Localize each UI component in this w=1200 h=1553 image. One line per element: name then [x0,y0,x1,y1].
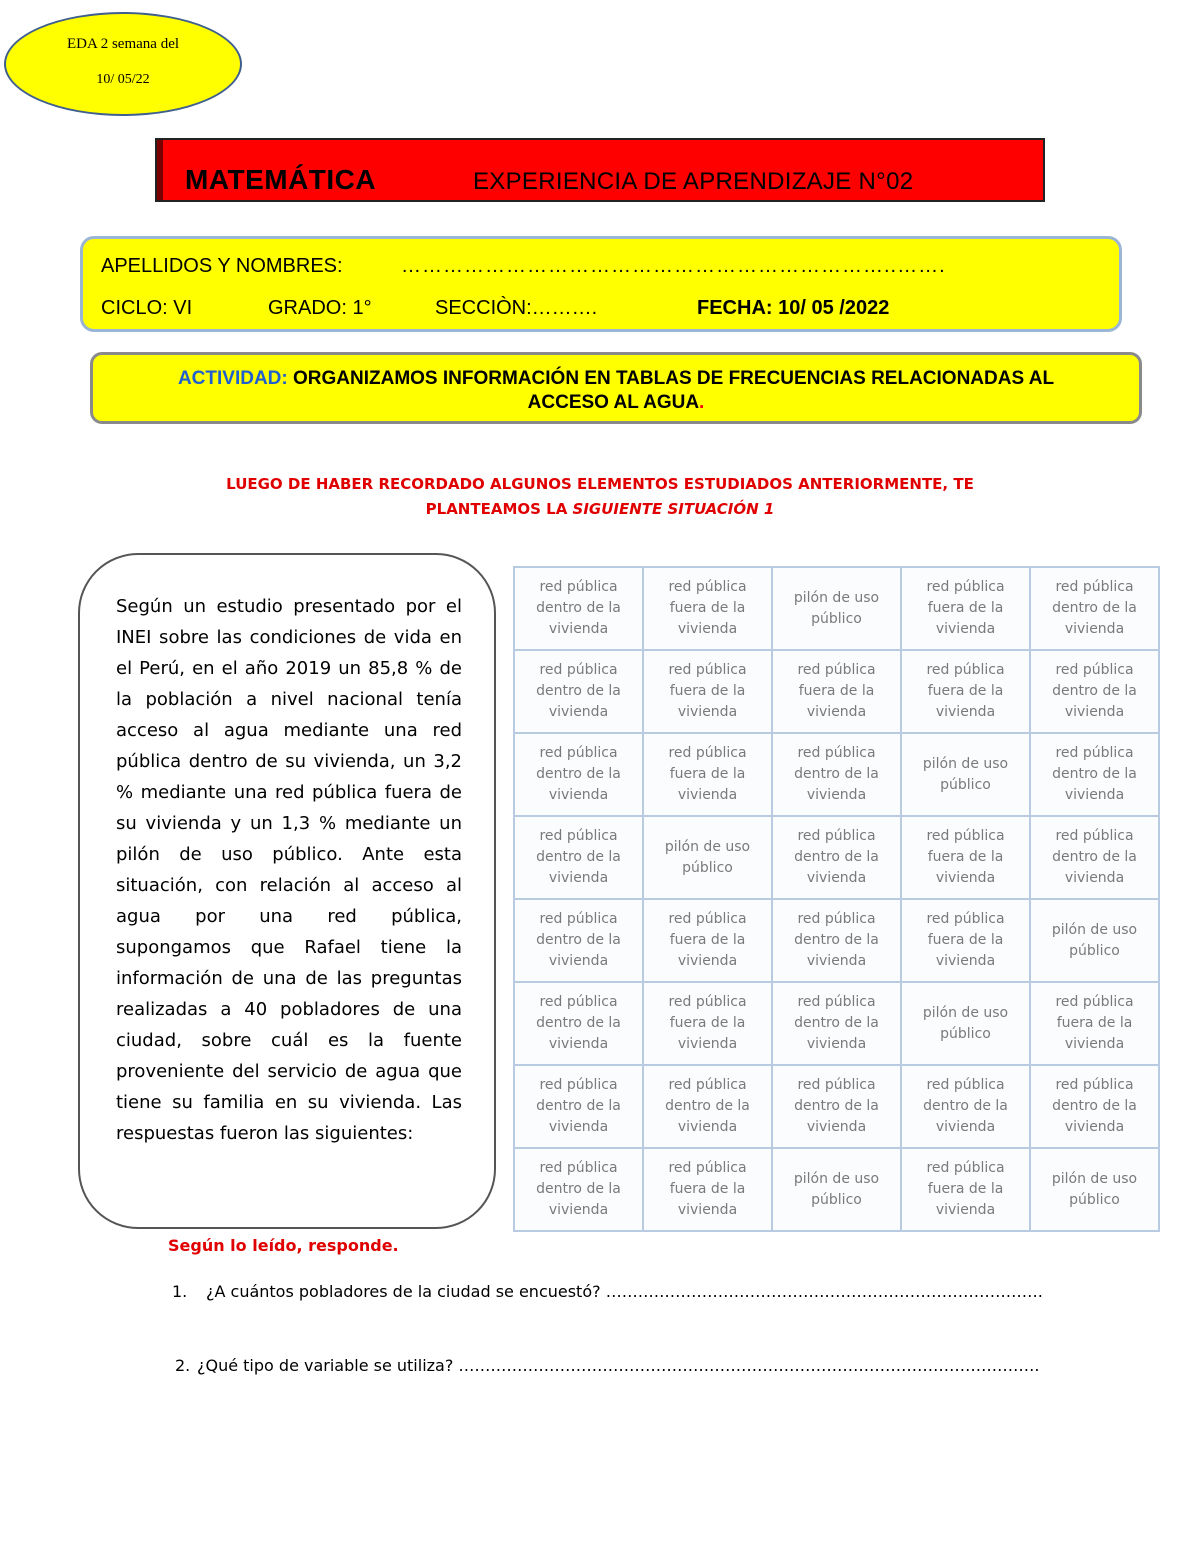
question-1 [172,1282,1043,1301]
table-row [514,650,1159,733]
response-cell: pilón de uso público [901,733,1030,816]
question-1-text: ¿A cuántos pobladores de la ciudad se encuestó? ………………………………………………………………………. [206,1282,1043,1301]
response-cell: red pública fuera de la vivienda [643,899,772,982]
response-cell: red pública dentro de la vivienda [1030,567,1159,650]
response-cell: red pública dentro de la vivienda [901,1065,1030,1148]
response-cell: red pública dentro de la vivienda [772,733,901,816]
response-cell: red pública dentro de la vivienda [772,982,901,1065]
table-row [514,1065,1159,1148]
activity-text-b: ACCESO AL AGUA [527,392,700,413]
response-cell: red pública fuera de la vivienda [1030,982,1159,1065]
response-cell: red pública fuera de la vivienda [643,982,772,1065]
response-cell: red pública dentro de la vivienda [514,733,643,816]
response-cell: red pública dentro de la vivienda [514,1065,643,1148]
response-cell: red pública fuera de la vivienda [643,567,772,650]
subject-title: MATEMÁTICA [185,164,377,195]
intro-line-1: LUEGO DE HABER RECORDADO ALGUNOS ELEMENTOS ESTUDIADOS ANTERIORMENTE, TE [226,475,974,493]
activity-period: . [699,392,705,413]
table-row [514,1148,1159,1231]
respond-instruction: Según lo leído, responde. [168,1236,399,1255]
response-cell: red pública fuera de la vivienda [901,1148,1030,1231]
response-cell: pilón de uso público [1030,1148,1159,1231]
note-line-2: 10/ 05/22 [96,72,150,87]
response-cell: red pública dentro de la vivienda [1030,816,1159,899]
table-row [514,567,1159,650]
response-cell: pilón de uso público [772,567,901,650]
ciclo-field: CICLO: VI [101,297,193,319]
activity-box [90,352,1142,424]
response-cell: red pública fuera de la vivienda [901,816,1030,899]
response-cell: red pública dentro de la vivienda [643,1065,772,1148]
intro-heading [150,472,1050,522]
title-bar [155,138,1045,202]
response-cell: red pública dentro de la vivienda [772,816,901,899]
response-cell: pilón de uso público [901,982,1030,1065]
question-1-number: 1. [172,1282,188,1301]
question-2-number: 2. [175,1356,191,1375]
response-cell: red pública dentro de la vivienda [1030,650,1159,733]
grado-field: GRADO: 1° [268,297,372,319]
story-text: Según un estudio presentado por el INEI sobre las condiciones de vida en el Perú, en el año 2019 un 85,8 % de la población a nivel nacional tenía acceso al agua mediante una red pública dentro de su vivienda, un 3,2 % mediante una red pública fuera de su vivienda y un 1,3 % mediante un pilón de uso público. Ante esta situación, con relación al acceso al agua por una red pública, supongamos que Rafael tiene la información de una de las preguntas realizadas a 40 pobladores de una ciudad, sobre cuál es la fuente proveniente del servicio de agua que tiene su familia en su vivienda. Las respuestas fueron las siguientes: [116,596,462,1144]
activity-text-a: ORGANIZAMOS INFORMACIÓN EN TABLAS DE FRECUENCIAS RELACIONADAS AL [293,368,1055,389]
response-cell: red pública dentro de la vivienda [514,816,643,899]
intro-line-2: PLANTEAMOS LA [425,500,573,518]
response-cell: pilón de uso público [1030,899,1159,982]
names-label: APELLIDOS Y NOMBRES: [101,255,343,277]
intro-line-2-italic: SIGUIENTE SITUACIÓN 1 [572,500,775,518]
response-cell: red pública fuera de la vivienda [643,733,772,816]
response-cell: red pública fuera de la vivienda [901,567,1030,650]
title-bar-edge [157,140,163,200]
response-cell: red pública dentro de la vivienda [772,899,901,982]
response-cell: red pública fuera de la vivienda [901,899,1030,982]
question-2 [175,1356,1040,1375]
response-cell: red pública fuera de la vivienda [643,1148,772,1231]
response-cell: red pública dentro de la vivienda [514,650,643,733]
response-cell: red pública fuera de la vivienda [772,650,901,733]
story-box [78,553,496,1229]
fecha-field: FECHA: 10/ 05 /2022 [697,297,890,319]
response-cell: pilón de uso público [643,816,772,899]
table-row [514,733,1159,816]
response-cell: red pública dentro de la vivienda [772,1065,901,1148]
response-cell: red pública dentro de la vivienda [1030,733,1159,816]
experience-title: EXPERIENCIA DE APRENDIZAJE N°02 [473,168,914,195]
date-note-oval [4,12,242,116]
response-cell: red pública dentro de la vivienda [514,982,643,1065]
response-cell: red pública dentro de la vivienda [514,1148,643,1231]
student-info-box [80,236,1122,332]
table-row [514,816,1159,899]
response-cell: red pública dentro de la vivienda [514,899,643,982]
response-cell: red pública fuera de la vivienda [901,650,1030,733]
question-2-text: ¿Qué tipo de variable se utiliza? ………………………………………………………………………………………………. [197,1356,1040,1375]
note-line-1: EDA 2 semana del [66,36,180,52]
table-row [514,899,1159,982]
names-blank: ……………………………………………………………..……. [401,255,946,277]
response-cell: red pública dentro de la vivienda [1030,1065,1159,1148]
seccion-field: SECCIÒN:………. [435,297,598,319]
response-cell: red pública fuera de la vivienda [643,650,772,733]
activity-label: ACTIVIDAD: [177,368,288,389]
table-row [514,982,1159,1065]
responses-table [513,566,1160,1232]
response-cell: red pública dentro de la vivienda [514,567,643,650]
response-cell: pilón de uso público [772,1148,901,1231]
